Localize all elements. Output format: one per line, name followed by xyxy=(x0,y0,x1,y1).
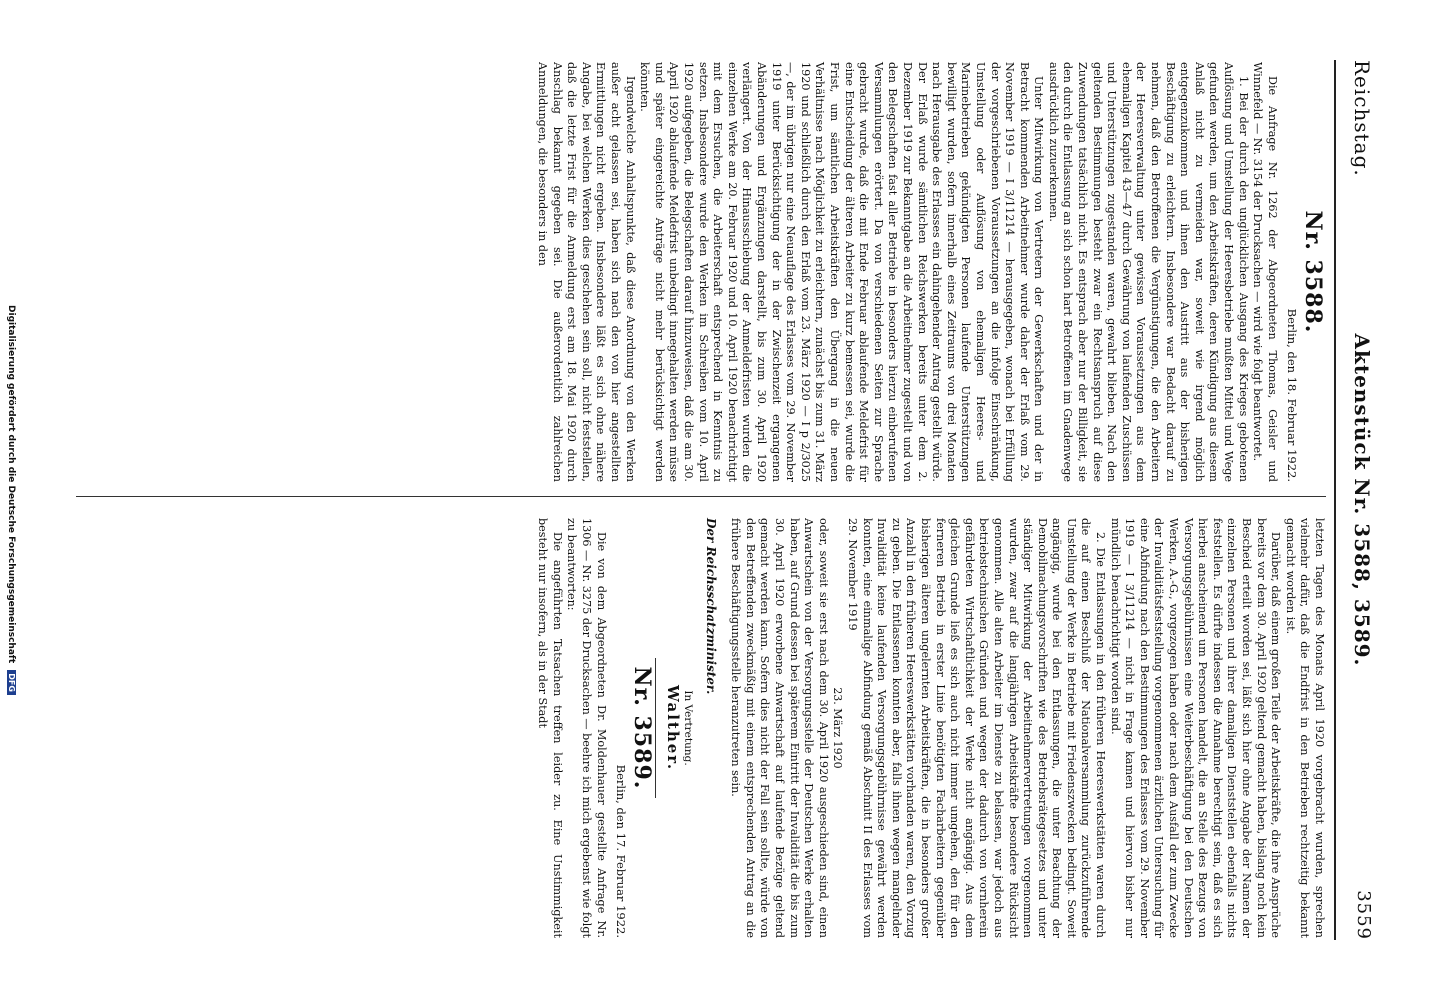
paragraph: Die Anfrage Nr. 1262 der Abgeordneten Thomas, Geisler und Winnefeld — Nr. 3154 der Drucksachen — wird wie folgt beantwortet. xyxy=(1251,62,1279,482)
header-left: Reichstag. xyxy=(1350,60,1374,177)
paragraph: 1. Bei der durch den unglücklichen Ausgang des Krieges gebotenen Auflösung und Umstellung der Heeresbetriebe mußten Mittel und Wege gefunden werden, um den Arbeitskräften, deren Kündigung aus diesem Anlaß nicht zu vermeiden war, soweit wie irgend möglich entgegenzukommen und ihnen den Austritt aus der bisherigen Beschäftigung zu erleichtern. Insbesondere war Bedacht darauf zu nehmen, daß den Betroffenen die Vergünstigungen, die den Arbeitern der Heeresverwaltung unter gewissen Voraussetzungen aus dem ehemaligen Kapitel 43—47 durch Gewährung von laufenden Zuschüssen und Unterstützungen zugestanden waren, gewahrt blieben. Nach den geltenden Bestimmungen besteht zwar ein Rechtsanspruch auf diese Zuwendungen tatsächlich nicht. Es entsprach aber nur der Billigkeit, sie den durch die Entlassung an sich schon hart Betroffenen im Gnadenwege ausdrücklich zuzuerkennen. xyxy=(1046,62,1250,482)
page-number: 3559 xyxy=(1353,890,1374,940)
separator-rule xyxy=(655,658,656,798)
footer-text: Digitalisierung gefördert durch die Deutsche Forschungsgemeinschaft xyxy=(6,305,16,664)
signature-role: Der Reichsschatzminister. xyxy=(703,518,718,695)
header-rule xyxy=(1334,60,1336,940)
in-vertretung: In Vertretung. xyxy=(682,690,695,766)
left-column xyxy=(535,62,1326,482)
paragraph: letzten Tagen des Monats April 1920 vorgebracht wurden, sprechen vielmehr dafür, daß die Endfrist in den Betrieben rechtzeitig bekannt gemacht worden ist. xyxy=(1283,518,1326,938)
paragraph: oder, soweit sie erst nach dem 30. April 1920 ausgeschieden sind, einen Anwartschein von der Versorgungsstelle der Deutschen Werke erhalten haben, auf Grund dessen bei späterem Eintritt der Invalidität die bis zum 30. April 1920 erworbene Anwartschaft auf laufende Bezüge geltend gemacht werden kann. Sofern dies nicht der Fall sein sollte, würde von den Betreffenden zweckmäßig mit einem entsprechenden Antrag an die frühere Beschäftigungsstelle heranzutreten sein. xyxy=(729,518,830,938)
column-divider xyxy=(76,496,1326,497)
paragraph: Die angeführten Tatsachen treffen leider zu. Eine Unstimmigkeit besteht nur insofern, als in der Stadt xyxy=(536,518,564,938)
paragraph: Die von dem Abgeordneten Dr. Moldenhauer gestellte Anfrage Nr. 1306 — Nr. 3275 der Drucksachen — beehre ich mich ergebenst wie folgt zu beantworten: xyxy=(565,518,608,939)
digitization-footer xyxy=(0,0,16,1000)
document-date: Berlin, den 17. Februar 1922. xyxy=(614,764,629,938)
paragraph: Darüber, daß einem großen Teile der Arbeitskräfte, die ihre Ansprüche bereits vor dem 30. April 1920 geltend gemacht haben, bislang noch kein Bescheid erteilt worden sei, läßt sich hier ohne Angabe der Namen der einzelnen Personen und ihrer damaligen Dienststellen ebenfalls nichts feststellen. Es dürfte indessen die Annahme berechtigt sein, daß es sich hierbei anscheinend um Personen handelt, die an Stelle des Bezugs von Versorgungsgebührnissen eine Weiterbeschäftigung bei den Deutschen Werken, A.-G., vorgezogen haben oder nach dem Ausfall der zum Zwecke der Invaliditätsfeststellung vorgenommenen ärztlichen Untersuchung für eine Abfindung nach den Bestimmungen des Erlasses vom 29. November 1919 — I 3/11214 — nicht in Frage kamen und hiervon bisher nur mündlich benachrichtigt worden sind. xyxy=(1108,518,1283,938)
date-reference: 23. März 1920 xyxy=(831,687,845,769)
dfg-logo: DFG xyxy=(7,670,16,695)
signer-name: Walther. xyxy=(664,684,683,772)
paragraph: Irgendwelche Anhaltspunkte, daß diese Anordnung von den Werken außer acht gelassen sei, haben sich nach den von hier angestellten Ermittlungen nicht ergeben. Insbesondere läßt es sich ohne nähere Angabe, bei welchen Werken dies geschehen sein soll, nicht feststellen, daß die letzte Frist für die Anmeldung erst am 18. Mai 1920 durch Anschlag bekannt gegeben sei. Die außerordentlich zahlreichen Anmeldungen, die besonders in den xyxy=(536,62,637,482)
paragraph: Unter Mitwirkung von Vertretern der Gewerkschaften und der in Betracht kommenden Arbeitnehmer wurde daher der Erlaß vom 29. November 1919 — I 3/11214 — herausgegeben, wonach bei Erfüllung der vorgeschriebenen Voraussetzungen an die infolge Einschränkung, Umstellung oder Auflösung von ehemaligen Heeres- und Marinebetrieben gekündigten Personen laufende Unterstützungen bewilligt wurden, sofern innerhalb eines Zeitraums von drei Monaten nach Herausgabe des Erlasses ein dahingehender Antrag gestellt würde. Der Erlaß wurde sämtlichen Reichswerken bereits unter dem 2. Dezember 1919 zur Bekanntgabe an die Arbeitnehmer zugestellt und von den Belegschaften fast aller Betriebe in besonders hierzu einberufenen Versammlungen erörtert. Da von verschiedenen Seiten zur Sprache gebracht wurde, daß die mit Ende Februar ablaufende Meldefrist für eine Entscheidung der älteren Arbeiter zu kurz bemessen sei, wurde die Frist, um sämtlichen Arbeitskräften den Übergang in die neuen Verhältnisse nach Möglichkeit zu erleichtern, zunächst bis zum 31. März 1920 und schließlich durch den Erlaß vom 23. März 1920 — I p 2/3025 —, der im übrigen nur eine Neuauflage des Erlasses vom 29. November 1919 unter Berücksichtigung der in der Zwischenzeit ergangenen Abänderungen und Ergänzungen darstellt, bis zum 30. April 1920 verlängert. Von der Hinausschiebung der Anmeldefristen wurden die einzelnen Werke am 20. Februar 1920 und 10. April 1920 benachrichtigt mit dem Ersuchen, die Arbeiterschaft entsprechend in Kenntnis zu setzen. Insbesondere wurde den Werken im Schreiben vom 10. April 1920 aufgegeben, die Belegschaften darauf hinzuweisen, daß die am 30. April 1920 ablaufende Meldefrist unbedingt innegehalten werden müsse und später eingereichte Anträge nicht mehr berücksichtigt werden könnten. xyxy=(638,62,1046,482)
document-number: Nr. 3589. xyxy=(628,666,655,790)
paragraph: 2. Die Entlassungen in den früheren Heereswerkstätten waren durch die auf einen Beschluß der Nationalversammlung zurückzuführende Umstellung der Werke in Betriebe mit Friedenszwecken bedingt. Soweit angängig, wurde bei den Entlassungen, die unter Beachtung der Demobilmachungsvorschriften wie des Betriebsrätegesetzes und unter ständiger Mitwirkung der Arbeitnehmervertretungen vorgenommen wurden, zwar auf die langjährigen Arbeitskräfte besondere Rücksicht genommen. Alle alten Arbeiter im Dienste zu belassen, war jedoch aus betriebstechnischen Gründen und wegen der dadurch von vornherein gefährdeten Wirtschaftlichkeit der Werke nicht angängig. Aus dem gleichen Grunde ließ es sich auch nicht immer umgehen, den für den ferneren Betrieb in erster Linie benötigten Facharbeitern gegenüber bisherigen älteren ungelernten Arbeitskräften, die in besonders großer Anzahl in den früheren Heereswerkstätten vorhanden waren, den Vorzug zu geben. Die Entlassenen konnten aber, falls ihnen wegen mangelnder Invalidität keine laufenden Versorgungsgebührnisse gewährt werden konnten, eine einmalige Abfindung gemäß Abschnitt II des Erlasses vom 29. November 1919 xyxy=(846,518,1108,938)
header-title: Aktenstück Nr. 3588, 3589. xyxy=(1350,333,1374,667)
page-header xyxy=(1340,60,1374,940)
right-column xyxy=(535,518,1326,938)
document-number: Nr. 3588. xyxy=(1300,210,1326,334)
document-date: Berlin, den 18. Februar 1922. xyxy=(1285,308,1300,482)
